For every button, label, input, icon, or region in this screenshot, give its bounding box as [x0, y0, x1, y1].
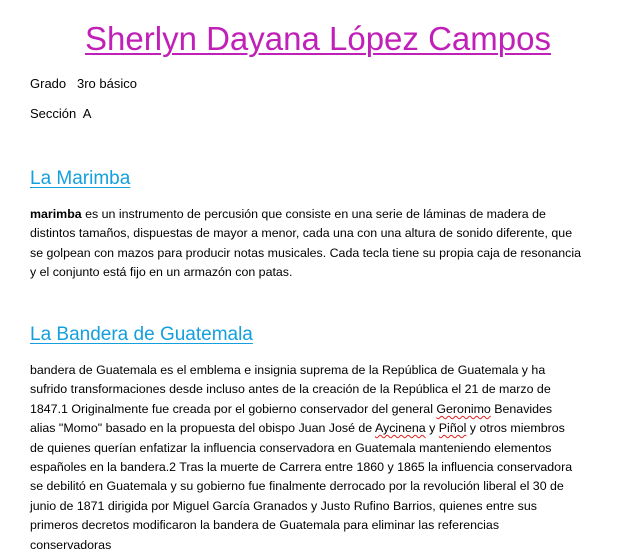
line-text: es un instrumento de percusión que consiste en una serie de láminas de madera de	[81, 207, 546, 221]
paragraph-line: sufrido transformaciones desde incluso antes de la creación de la República el 21 de marzo de	[30, 382, 551, 397]
paragraph-line: conservadoras	[30, 537, 112, 552]
line-text: Benavides	[490, 401, 553, 416]
spellcheck-word[interactable]: Aycinena	[374, 421, 426, 436]
spellcheck-word[interactable]: Geronimo	[436, 401, 491, 416]
paragraph-line	[30, 419, 622, 438]
heading-marimba: La Marimba	[30, 168, 131, 189]
paragraph-line: de quienes querían enfatizar la influencia conservadora en Guatemala manteniendo elementos	[30, 440, 552, 455]
paragraph-line: se debilitó en Guatemala y su gobierno fue finalmente derrocado por la revolución liberal el 30 de	[30, 479, 564, 494]
grado-line: Grado 3ro básico	[30, 76, 137, 91]
seccion-line: Sección A	[30, 106, 92, 121]
spellcheck-word[interactable]: Piñol	[438, 421, 467, 436]
paragraph-line: junio de 1871 dirigida por Miguel García Granados y Justo Rufino Barrios, quienes entre sus	[30, 498, 537, 513]
paragraph-line: primeros decretos modificaron la bandera de Guatemala para eliminar las referencias	[30, 518, 500, 533]
heading-bandera: La Bandera de Guatemala	[30, 324, 253, 345]
bold-term: marimba	[30, 207, 82, 221]
document-title: Sherlyn Dayana López Campos	[85, 20, 551, 57]
paragraph-marimba	[30, 205, 622, 283]
paragraph-line	[30, 205, 622, 224]
paragraph-line	[30, 400, 622, 419]
line-text: y otros miembros	[466, 421, 565, 436]
paragraph-line: españoles en la bandera.2 Tras la muerte de Carrera entre 1860 y 1865 la influencia conservadora	[30, 460, 573, 475]
line-text: y	[425, 421, 439, 436]
paragraph-line: y el conjunto está fijo en un armazón con patas.	[30, 265, 293, 280]
paragraph-bandera	[30, 361, 622, 555]
paragraph-line: se golpean con mazos para producir notas musicales. Cada tecla tiene su propia caja de resonancia	[30, 245, 582, 260]
paragraph-line: distintos tamaños, dispuestas de mayor a menor, cada una con una altura de sonido diferente, que	[30, 226, 573, 241]
line-text: alias "Momo" basado en la propuesta del obispo Juan José de	[30, 421, 375, 436]
paragraph-line: bandera de Guatemala es el emblema e insignia suprema de la República de Guatemala y ha	[30, 363, 546, 377]
line-text: 1847.1 Originalmente fue creada por el gobierno conservador del general	[30, 401, 437, 416]
